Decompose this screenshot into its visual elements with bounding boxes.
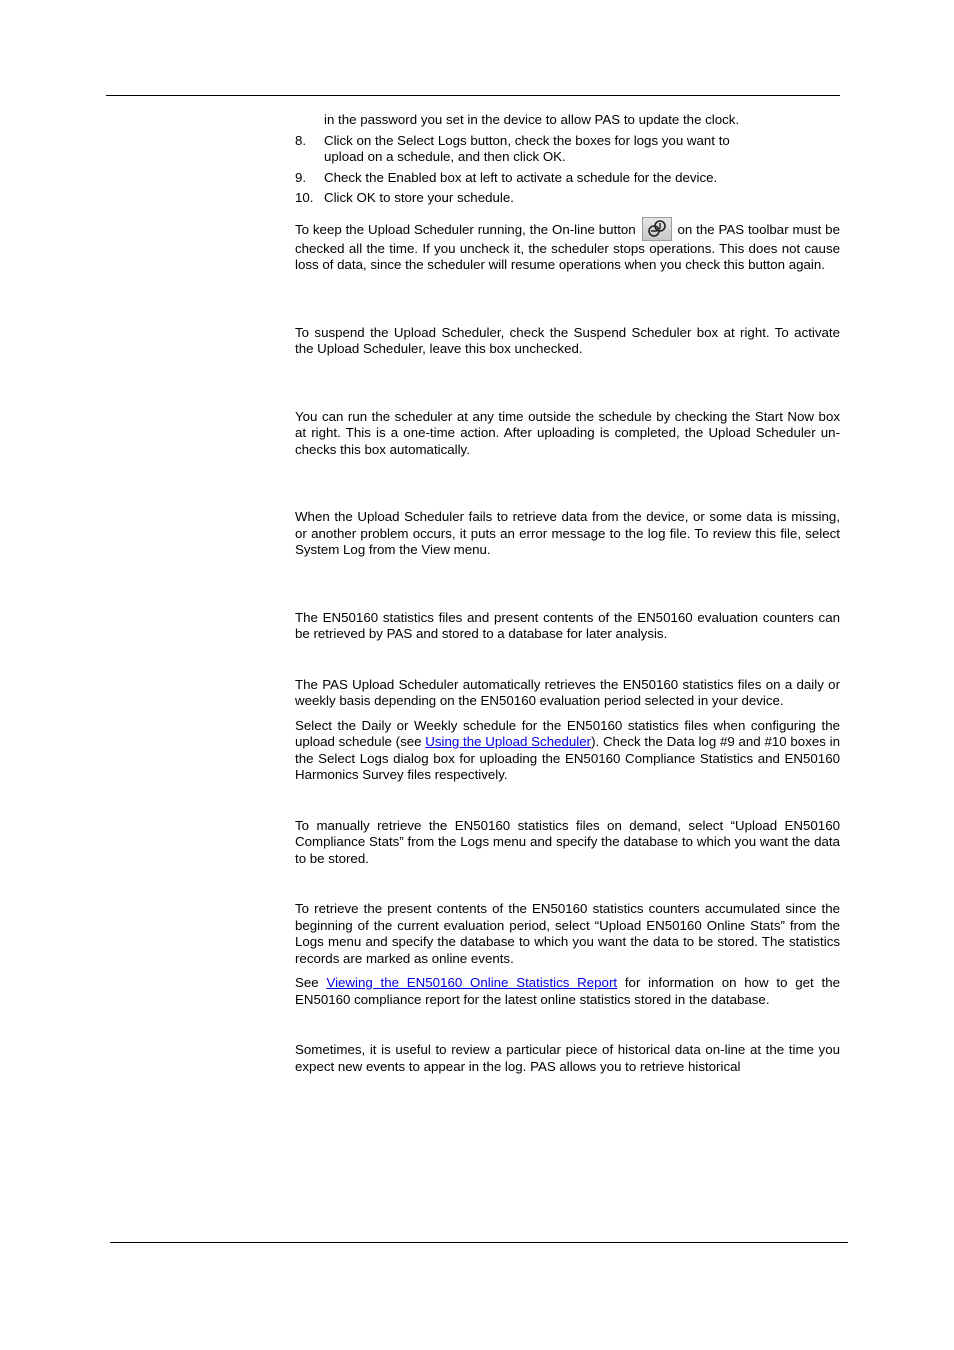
- start-now-paragraph: You can run the scheduler at any time outside the schedule by checking the Start Now box at right. This is a one-time action. After uploading is completed, the Upload Scheduler un-checks this box automatically.: [295, 408, 840, 457]
- select-schedule-paragraph: [295, 718, 840, 784]
- see-text-before: See: [295, 975, 327, 990]
- historical-paragraph: Sometimes, it is useful to review a particular piece of historical data on-line at the time you expect new events to appear in the log. PAS allows you to retrieve historical: [295, 1042, 840, 1074]
- link-using-upload-scheduler[interactable]: Using the Upload Scheduler: [425, 734, 592, 749]
- list-text: Click OK to store your schedule.: [324, 190, 514, 205]
- select-text-after: ). Check the Data log #9 and #10 boxes in the Select Logs dialog box for uploading the EN50160 Compliance Statistics and EN50160 Harmonics Survey files respectively.: [295, 734, 840, 782]
- select-text-before: Select the Daily or Weekly schedule for the EN50160 statistics files when configuring the upload schedule (see: [295, 717, 840, 749]
- list-text: Check the Enabled box at left to activate a schedule for the device.: [324, 169, 718, 185]
- online-text-after: on the PAS toolbar must be checked all the time. If you uncheck it, the scheduler stops operations. This does not cause loss of data, since the scheduler will resume operations when you check this button again.: [295, 221, 840, 272]
- auto-retrieve-paragraph: The PAS Upload Scheduler automatically retrieves the EN50160 statistics files on a daily or weekly basis depending on the EN50160 evaluation period selected in your device.: [295, 676, 840, 708]
- en50160-intro-paragraph: The EN50160 statistics files and present contents of the EN50160 evaluation counters can be retrieved by PAS and stored to a database for later analysis.: [295, 609, 840, 641]
- error-paragraph: When the Upload Scheduler fails to retrieve data from the device, or some data is missing, or another problem occurs, it puts an error message to the log file. To review this file, select System Log from the View menu.: [295, 509, 840, 557]
- link-viewing-online-stats-report[interactable]: Viewing the EN50160 Online Statistics Report: [326, 975, 618, 990]
- online-paragraph: [295, 217, 840, 274]
- see-text-after: for information on how to get the EN50160 compliance report for the latest online statistics stored in the database.: [295, 975, 841, 1007]
- see-report-paragraph: [295, 975, 840, 1008]
- list-number: 8.: [295, 132, 307, 148]
- page-content: [295, 112, 840, 1083]
- list-number: 9.: [295, 169, 307, 185]
- footer-rule: [110, 1242, 848, 1243]
- list-item-8: [295, 133, 840, 166]
- online-connect-icon: [642, 217, 672, 241]
- header-rule: [106, 95, 840, 96]
- suspend-paragraph: To suspend the Upload Scheduler, check the Suspend Scheduler box at right. To activate the Upload Scheduler, leave this box unchecked.: [295, 324, 840, 356]
- list-item-10: [295, 190, 840, 207]
- list-number: 10.: [295, 190, 314, 205]
- present-contents-paragraph: To retrieve the present contents of the EN50160 statistics counters accumulated since the beginning of the current evaluation period, select “Upload EN50160 Online Stats” from the Logs menu and specify the database to which you want the data to be stored. The statistics records are marked as online events.: [295, 901, 840, 966]
- list-item-9: [295, 170, 840, 187]
- online-text-before: To keep the Upload Scheduler running, the On-line button: [295, 221, 636, 237]
- step-continuation: in the password you set in the device to allow PAS to update the clock.: [324, 112, 740, 127]
- list-text: Click on the Select Logs button, check the boxes for logs you want to upload on a schedule, and then click OK.: [324, 132, 730, 164]
- manual-retrieve-paragraph: To manually retrieve the EN50160 statistics files on demand, select “Upload EN50160 Compliance Stats” from the Logs menu and specify the database to which you want the data to be stored.: [295, 817, 840, 866]
